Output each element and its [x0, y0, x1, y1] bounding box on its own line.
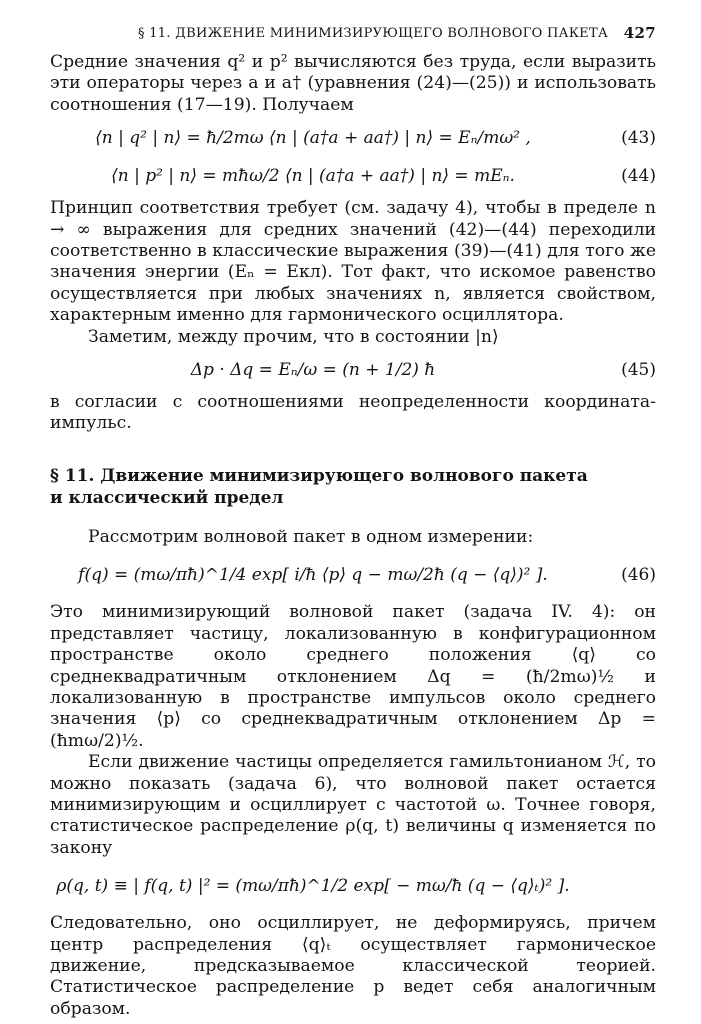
- equation-45-expr: Δp · Δq = Eₙ/ω = (n + 1/2) ħ: [190, 360, 436, 381]
- running-head: [50, 20, 656, 52]
- equation-44-expr: ⟨n | p² | n⟩ = mħω/2 ⟨n | (a†a + aa†) | n⟩ = mEₙ.: [111, 166, 515, 187]
- paragraph-hamiltonian-motion: Если движение частицы определяется гамильтонианом ℋ, то можно показать (задача 6), что волновой пакет остается минимизирующим и осциллирует с частотой ω. Точнее говоря, статистическое распределение ρ(q, t) величины q изменяется по закону: [50, 752, 656, 858]
- equation-46-number: (46): [621, 565, 656, 586]
- equation-45: [50, 354, 656, 386]
- page-number: 427: [623, 24, 656, 42]
- equation-46: [50, 554, 656, 596]
- paragraph-wave-packet-intro: Рассмотрим волновой пакет в одном измерении:: [88, 526, 534, 547]
- equation-45-number: (45): [621, 360, 656, 381]
- equation-46-expr: f(q) = (mω/πħ)^1/4 exp[ i/ħ ⟨p⟩ q − mω/2ħ (q − ⟨q⟩)² ].: [78, 565, 548, 586]
- section-heading: [50, 465, 656, 509]
- book-page: [50, 20, 656, 1020]
- paragraph-conclusion: Следовательно, оно осциллирует, не деформируясь, причем центр распределения ⟨q⟩ₜ осуществляет гармоническое движение, предсказываемое классической теорией. Статистическое распределение p ведет себя аналогичным образом.: [50, 913, 656, 1019]
- paragraph-uncertainty: в согласии с соотношениями неопределенности координата-импульс.: [50, 392, 656, 434]
- equation-43-expr: ⟨n | q² | n⟩ = ħ/2mω ⟨n | (a†a + aa†) | n⟩ = Eₙ/mω² ,: [95, 128, 531, 149]
- equation-43-number: (43): [621, 128, 656, 149]
- equation-44: [50, 160, 656, 192]
- equation-distribution: [50, 865, 656, 907]
- paragraph-minimizing-packet: Это минимизирующий волновой пакет (задача IV. 4): он представляет частицу, локализованную в конфигурационном пространстве около среднего положения ⟨q⟩ со среднеквадратичным отклонением Δq = (ħ/2mω)½ и локализованную в пространстве импульсов около среднего значения ⟨p⟩ со среднеквадратичным отклонением Δp = (ħmω/2)½.: [50, 602, 656, 751]
- equation-distribution-expr: ρ(q, t) ≡ | f(q, t) |² = (mω/πħ)^1/2 exp[ − mω/ħ (q − ⟨q⟩ₜ)² ].: [56, 876, 570, 897]
- section-heading-line1: § 11. Движение минимизирующего волнового пакета: [50, 465, 588, 486]
- section-heading-line2: и классический предел: [50, 487, 284, 508]
- running-title: § 11. ДВИЖЕНИЕ МИНИМИЗИРУЮЩЕГО ВОЛНОВОГО ПАКЕТА: [138, 26, 609, 41]
- equation-43: [50, 122, 656, 154]
- equation-44-number: (44): [621, 166, 656, 187]
- paragraph-correspondence-principle: Принцип соответствия требует (см. задачу 4), чтобы в пределе n → ∞ выражения для средних значений (42)—(44) переходили соответственно в классические выражения (39)—(41) для того же значения энергии (Eₙ = Eкл). Тот факт, что искомое равенство осуществляется при любых значениях n, является свойством, характерным именно для гармонического осциллятора.: [50, 198, 656, 326]
- paragraph-note-state: Заметим, между прочим, что в состоянии |n⟩: [88, 326, 499, 347]
- paragraph-mean-values: Средние значения q² и p² вычисляются без труда, если выразить эти операторы через a и a† (уравнения (24)—(25)) и использовать соотношения (17—19). Получаем: [50, 52, 656, 115]
